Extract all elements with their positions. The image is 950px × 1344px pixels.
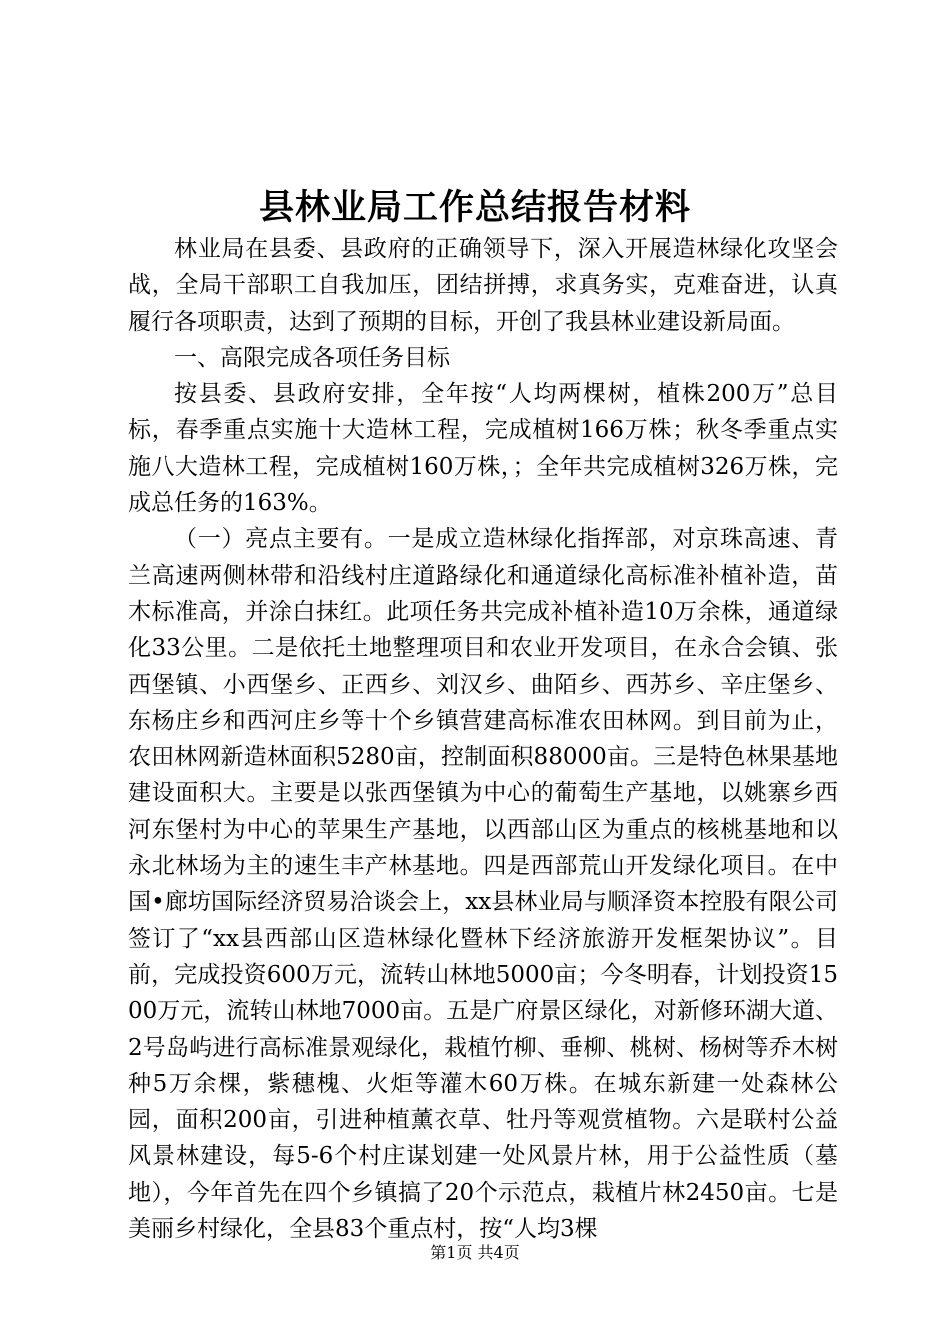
targets-paragraph: 按县委、县政府安排，全年按“人均两棵树，植株200万”总目标，春季重点实施十大造林工程，完成植树166万株；秋冬季重点实施八大造林工程，完成植树160万株，；全年共完成植树326万株，完成总任务的163%。 [128, 381, 838, 517]
document-title: 县林业局工作总结报告材料 [258, 187, 691, 228]
highlights-paragraph: （一）亮点主要有。一是成立造林绿化指挥部，对京珠高速、青兰高速两侧林带和沿线村庄道路绿化和通道绿化高标准补植补造，苗木标准高，并涂白抹红。此项任务共完成补植补造10万余株，通道绿化33公里。二是依托土地整理项目和农业开发项目，在永合会镇、张西堡镇、小西堡乡、正西乡、刘汉乡、曲陌乡、西苏乡、辛庄堡乡、东杨庄乡和西河庄乡等十个乡镇营建高标准农田林网。到目前为止，农田林网新造林面积5280亩，控制面积88000亩。三是特色林果基地建设面积大。主要是以张西堡镇为中心的葡萄生产基地，以姚寨乡西河东堡村为中心的苹果生产基地，以西部山区为重点的核桃基地和以永北林场为主的速生丰产林基地。四是西部荒山开发绿化项目。在中国•廊坊国际经济贸易洽谈会上，xx县林业局与顺泽资本控股有限公司签订了“xx县西部山区造林绿化暨林下经济旅游开发框架协议”。目前，完成投资600万元，流转山林地5000亩；今冬明春，计划投资1500万元，流转山林地7000亩。五是广府景区绿化，对新修环湖大道、2号岛屿进行高标准景观绿化，栽植竹柳、垂柳、桃树、杨树等乔木树种5万余棵，紫穗槐、火炬等灌木60万株。在城东新建一处森林公园，面积200亩，引进种植薰衣草、牡丹等观赏植物。六是联村公益风景林建设，每5-6个村庄谋划建一处风景片林，用于公益性质（墓地），今年首先在四个乡镇搞了20个示范点，栽植片林2450亩。七是美丽乡村绿化，全县83个重点村，按“人均3棵 [128, 526, 838, 1243]
intro-paragraph: 林业局在县委、县政府的正确领导下，深入开展造林绿化攻坚会战，全局干部职工自我加压，团结拼搏，求真务实，克难奋进，认真履行各项职责，达到了预期的目标，开创了我县林业建设新局面。 [128, 236, 838, 335]
section-heading: 一、高限完成各项任务目标 [174, 344, 450, 371]
document-body [128, 231, 838, 1247]
page-number-footer: 第1页 共4页 [430, 1243, 520, 1262]
